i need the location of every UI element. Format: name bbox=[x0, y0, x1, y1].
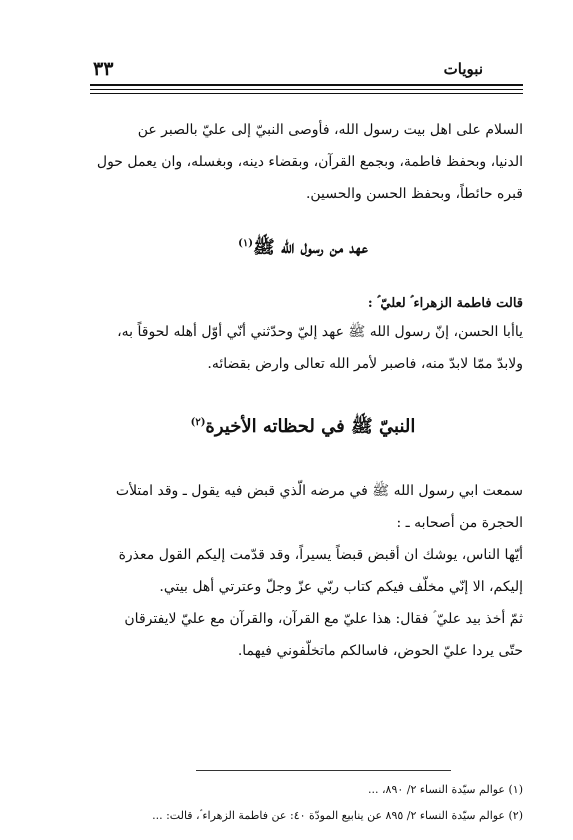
text-line: الدنيا، وبحفظ فاطمة، وبجمع القرآن، وبقضاء دينه، وبغسله، وان يعمل حول bbox=[96, 154, 523, 170]
footnotes bbox=[63, 777, 523, 829]
header-rule-thin bbox=[90, 89, 523, 90]
footnote-ref: (١) bbox=[238, 238, 253, 249]
text-line: ولابدّ ممّا لابدّ منه، فاصبر لأمر الله تعالى وارض بقضائه. bbox=[207, 356, 523, 372]
section-heading-2 bbox=[83, 415, 523, 441]
text-line: سمعت ابي رسول الله ﷺ في مرضه الّذي قبض فيه يقول ـ وقد امتلأت bbox=[115, 483, 523, 499]
text-line: حتّى يردا عليّ الحوض، فاسالكم ماتخلّفوني فيهما. bbox=[237, 643, 523, 659]
footnote-1: (١) عوالم سيّدة النساء ٢/ ٨٩٠، ... bbox=[367, 783, 523, 796]
section-2-body bbox=[83, 475, 523, 667]
section-1-body bbox=[83, 292, 523, 380]
heading-text: النبيّ ﷺ في لحظاته الأخيرة bbox=[205, 416, 416, 437]
footnote-2: (٢) عوالم سيّدة النساء ٢/ ٨٩٥ عن ينابيع المودّة ٤٠: عن فاطمة الزهراء ؑ، قالت: ... bbox=[152, 809, 523, 822]
text-line: إليكم، الا إنّي مخلّف فيكم كتاب ربّي عزّ وجلّ وعترتي أهل بيتي. bbox=[159, 579, 523, 595]
quote-attribution: قالت فاطمة الزهراء ؑ لعليّ ؑ : bbox=[367, 296, 523, 311]
text-line: أيّها الناس، يوشك ان أقبض قبضاً يسيراً، وقد قدّمت إليكم القول معذرة bbox=[118, 547, 523, 563]
footnote-ref: (٢) bbox=[190, 417, 206, 428]
text-line: قبره حائطاً، وبحفظ الحسن والحسين. bbox=[305, 186, 523, 202]
section-heading-1 bbox=[83, 236, 523, 262]
text-line: ياأبا الحسن، إنّ رسول الله ﷺ عهد إليّ وحدّثني أنّي أوّل أهله لحوقاً به، bbox=[117, 324, 523, 340]
footnote-separator bbox=[196, 770, 451, 771]
running-header-title: نبويات bbox=[443, 60, 483, 78]
header-rule-thick bbox=[90, 84, 523, 86]
heading-text: عهد من رسول الله ﷺ bbox=[252, 237, 368, 258]
intro-paragraph bbox=[83, 114, 523, 210]
text-line: الحجرة من أصحابه ـ : bbox=[396, 515, 523, 531]
page-number: ٣٣ bbox=[93, 58, 114, 80]
text-line: السلام على اهل بيت رسول الله، فأوصى النبيّ إلى عليّ بالصبر عن bbox=[137, 122, 523, 138]
header-rule-thin-2 bbox=[90, 93, 523, 94]
text-line: ثمّ أخذ بيد عليّ ؑ فقال: هذا عليّ مع القرآن، والقرآن مع عليّ لايفترقان bbox=[124, 611, 523, 627]
